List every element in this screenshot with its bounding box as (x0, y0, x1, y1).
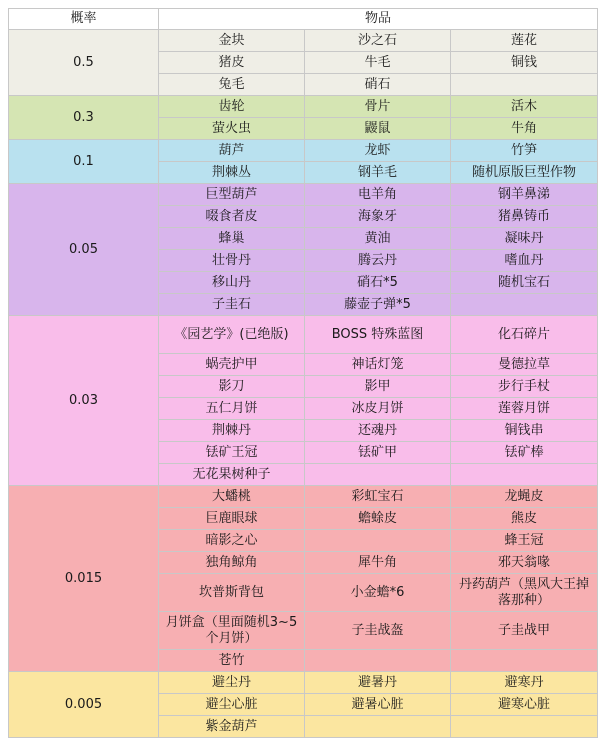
item-cell (451, 650, 598, 672)
item-cell: 彩虹宝石 (305, 486, 451, 508)
item-cell: 啜食者皮 (159, 206, 305, 228)
item-cell: 神话灯笼 (305, 354, 451, 376)
table-header (9, 9, 598, 30)
item-cell: 子圭石 (159, 294, 305, 316)
item-cell: 荆棘丛 (159, 162, 305, 184)
item-cell: 坎普斯背包 (159, 574, 305, 612)
item-cell: 萤火虫 (159, 118, 305, 140)
item-cell: 随机原版巨型作物 (451, 162, 598, 184)
item-cell: 猪鼻铸币 (451, 206, 598, 228)
item-cell: 骨片 (305, 96, 451, 118)
item-cell: 藤壶子弹*5 (305, 294, 451, 316)
item-cell: 熊皮 (451, 508, 598, 530)
item-cell: 钢羊鼻涕 (451, 184, 598, 206)
item-cell: 铥矿王冠 (159, 442, 305, 464)
item-cell: 铜钱串 (451, 420, 598, 442)
item-cell: 沙之石 (305, 30, 451, 52)
item-cell: 钢羊毛 (305, 162, 451, 184)
item-cell: 避暑心脏 (305, 694, 451, 716)
item-cell: 竹笋 (451, 140, 598, 162)
item-cell: 避暑丹 (305, 672, 451, 694)
item-cell: 葫芦 (159, 140, 305, 162)
item-cell: BOSS 特殊蓝图 (305, 316, 451, 354)
item-cell (305, 464, 451, 486)
item-cell: 猪皮 (159, 52, 305, 74)
item-cell: 避寒丹 (451, 672, 598, 694)
item-cell: 凝味丹 (451, 228, 598, 250)
item-cell: 牛角 (451, 118, 598, 140)
item-cell: 子圭战甲 (451, 612, 598, 650)
item-cell: 鼹鼠 (305, 118, 451, 140)
item-cell: 避寒心脏 (451, 694, 598, 716)
item-cell (451, 74, 598, 96)
item-cell: 大蟠桃 (159, 486, 305, 508)
probability-cell: 0.1 (9, 140, 159, 184)
item-cell: 蟾蜍皮 (305, 508, 451, 530)
probability-cell: 0.3 (9, 96, 159, 140)
item-cell: 曼德拉草 (451, 354, 598, 376)
probability-cell: 0.05 (9, 184, 159, 316)
probability-cell: 0.5 (9, 30, 159, 96)
probability-cell: 0.015 (9, 486, 159, 672)
item-cell: 电羊角 (305, 184, 451, 206)
item-cell: 铥矿甲 (305, 442, 451, 464)
item-cell (451, 464, 598, 486)
item-cell: 邪天翁喙 (451, 552, 598, 574)
probability-cell: 0.03 (9, 316, 159, 486)
item-cell: 蜗壳护甲 (159, 354, 305, 376)
item-cell: 蜂王冠 (451, 530, 598, 552)
item-cell: 犀牛角 (305, 552, 451, 574)
item-cell: 壮骨丹 (159, 250, 305, 272)
item-cell: 步行手杖 (451, 376, 598, 398)
table-row (9, 672, 598, 694)
item-cell: 莲花 (451, 30, 598, 52)
item-cell (451, 294, 598, 316)
item-cell: 荆棘丹 (159, 420, 305, 442)
item-cell: 独角鲸角 (159, 552, 305, 574)
item-cell: 子圭战盔 (305, 612, 451, 650)
item-cell: 无花果树种子 (159, 464, 305, 486)
item-cell (305, 530, 451, 552)
item-cell (305, 650, 451, 672)
item-cell: 巨型葫芦 (159, 184, 305, 206)
item-cell: 蜂巢 (159, 228, 305, 250)
item-cell: 《园艺学》(已绝版) (159, 316, 305, 354)
item-cell: 硝石 (305, 74, 451, 96)
item-cell (305, 716, 451, 738)
item-cell: 冰皮月饼 (305, 398, 451, 420)
item-cell: 紫金葫芦 (159, 716, 305, 738)
item-cell: 龙虾 (305, 140, 451, 162)
item-cell: 腾云丹 (305, 250, 451, 272)
table-row (9, 30, 598, 52)
item-cell: 齿轮 (159, 96, 305, 118)
item-cell: 龙蝇皮 (451, 486, 598, 508)
item-cell: 苍竹 (159, 650, 305, 672)
header-probability: 概率 (9, 9, 159, 30)
probability-table (8, 8, 598, 738)
item-cell: 牛毛 (305, 52, 451, 74)
item-cell: 暗影之心 (159, 530, 305, 552)
item-cell: 影刀 (159, 376, 305, 398)
item-cell: 移山丹 (159, 272, 305, 294)
item-cell: 金块 (159, 30, 305, 52)
table-body (9, 30, 598, 738)
item-cell: 化石碎片 (451, 316, 598, 354)
table-row (9, 316, 598, 354)
item-cell: 五仁月饼 (159, 398, 305, 420)
item-cell: 还魂丹 (305, 420, 451, 442)
item-cell (451, 716, 598, 738)
item-cell: 巨鹿眼球 (159, 508, 305, 530)
item-cell: 避尘丹 (159, 672, 305, 694)
table-row (9, 96, 598, 118)
item-cell: 活木 (451, 96, 598, 118)
item-cell: 避尘心脏 (159, 694, 305, 716)
item-cell: 黄油 (305, 228, 451, 250)
item-cell: 月饼盒（里面随机3~5个月饼） (159, 612, 305, 650)
item-cell: 随机宝石 (451, 272, 598, 294)
item-cell: 海象牙 (305, 206, 451, 228)
item-cell: 影甲 (305, 376, 451, 398)
item-cell: 嗜血丹 (451, 250, 598, 272)
item-cell: 莲蓉月饼 (451, 398, 598, 420)
item-cell: 丹药葫芦（黑风大王掉落那种） (451, 574, 598, 612)
item-cell: 兔毛 (159, 74, 305, 96)
item-cell: 小金蟾*6 (305, 574, 451, 612)
item-cell: 铜钱 (451, 52, 598, 74)
item-cell: 铥矿棒 (451, 442, 598, 464)
header-items: 物品 (159, 9, 598, 30)
probability-cell: 0.005 (9, 672, 159, 738)
table-row (9, 184, 598, 206)
item-cell: 硝石*5 (305, 272, 451, 294)
table-row (9, 140, 598, 162)
table-row (9, 486, 598, 508)
